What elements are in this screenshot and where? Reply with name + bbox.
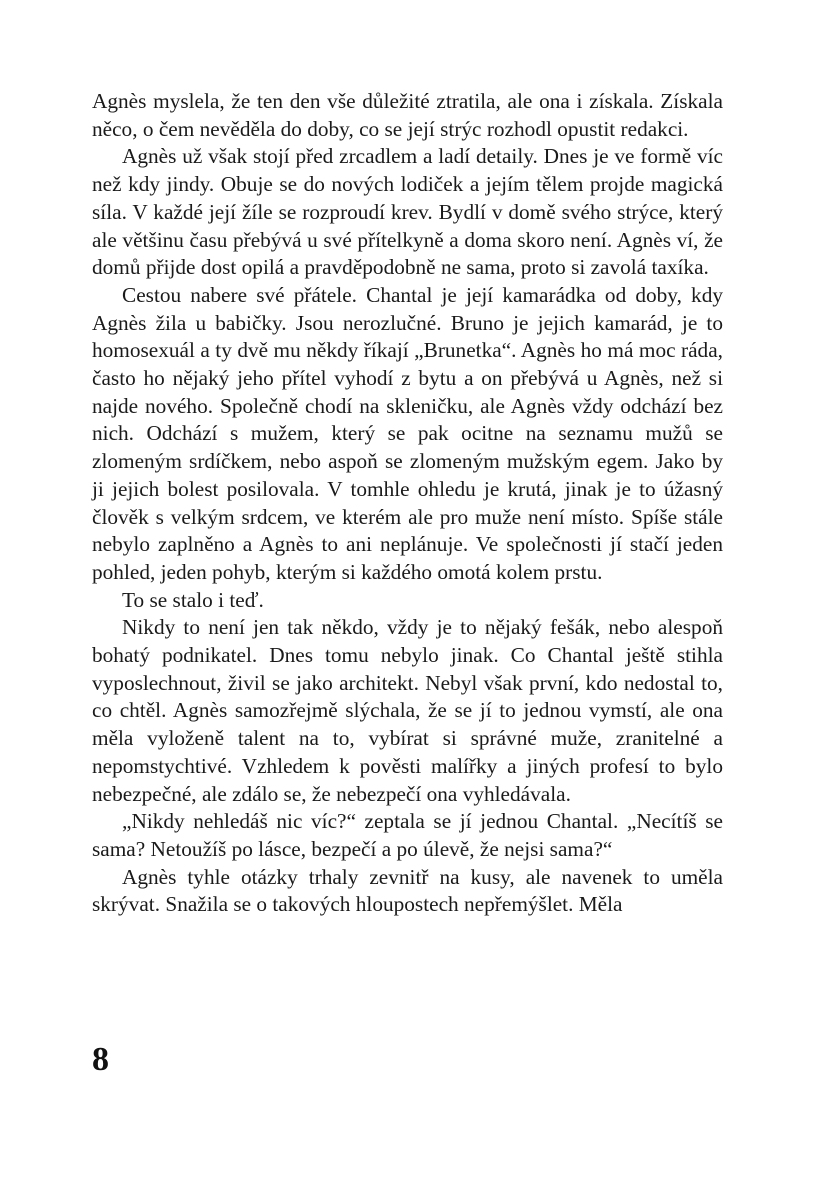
body-text xyxy=(92,88,723,919)
paragraph: „Nikdy nehledáš nic víc?“ zeptala se jí jednou Chantal. „Necítíš se sama? Netoužíš po lásce, bezpečí a po úlevě, že nejsi sama?“ xyxy=(92,809,723,861)
paragraph: Agnès tyhle otázky trhaly zevnitř na kusy, ale navenek to uměla skrývat. Snažila se o takových hloupostech nepřemýšlet. Měla xyxy=(92,864,723,917)
paragraph: Agnès už však stojí před zrcadlem a ladí detaily. Dnes je ve formě víc než kdy jindy. Obuje se do nových lodiček a jejím tělem projde magická síla. V každé její žíle se rozproudí krev. Bydlí v domě svého strýce, který ale většinu času přebývá u své přítelkyně a doma skoro není. Agnès ví, že domů přijde dost opilá a pravděpodobně ne sama, proto si zavolá taxíka. xyxy=(92,144,723,280)
paragraph: Cestou nabere své přátele. Chantal je její kamarádka od doby, kdy Agnès žila u babičky. Jsou nerozlučné. Bruno je jejich kamarád, je to homosexuál a ty dvě mu někdy říkají „Brunetka“. Agnès ho má moc ráda, často ho nějaký jeho přítel vyhodí z bytu a on přebývá u Agnès, než si najde nového. Společně chodí na skleničku, ale Agnès vždy odchází bez nich. Odchází s mužem, který se pak ocitne na seznamu mužů se zlomeným srdíčkem, nebo aspoň se zlomeným mužským egem. Jako by ji jejich bolest posilovala. V tomhle ohledu je krutá, jinak je to úžasný člověk s velkým srdcem, ve kterém ale pro muže není místo. Spíše stále nebylo zaplněno a Agnès to ani neplánuje. Ve společnosti jí stačí jeden pohled, jeden pohyb, kterým si každého omotá kolem prstu. xyxy=(92,282,723,584)
paragraph: Agnès myslela, že ten den vše důležité ztratila, ale ona i získala. Získala něco, o čem nevěděla do doby, co se její strýc rozhodl opustit redakci. xyxy=(92,89,723,141)
page-number: 8 xyxy=(92,1041,109,1078)
paragraph: Nikdy to není jen tak někdo, vždy je to nějaký fešák, nebo alespoň bohatý podnikatel. Dnes tomu nebylo jinak. Co Chantal ještě stihla vyposlechnout, živil se jako architekt. Nebyl však první, kdo nedostal to, co chtěl. Agnès samozřejmě slýchala, že se jí to jednou vymstí, ale ona měla vyloženě talent na to, vybírat si správné muže, zranitelné a nepomstychtivé. Vzhledem k pověsti malířky a jiných profesí to bylo nebezpečné, ale zdálo se, že nebezpečí ona vyhledávala. xyxy=(92,615,723,806)
paragraph: To se stalo i teď. xyxy=(122,587,264,612)
